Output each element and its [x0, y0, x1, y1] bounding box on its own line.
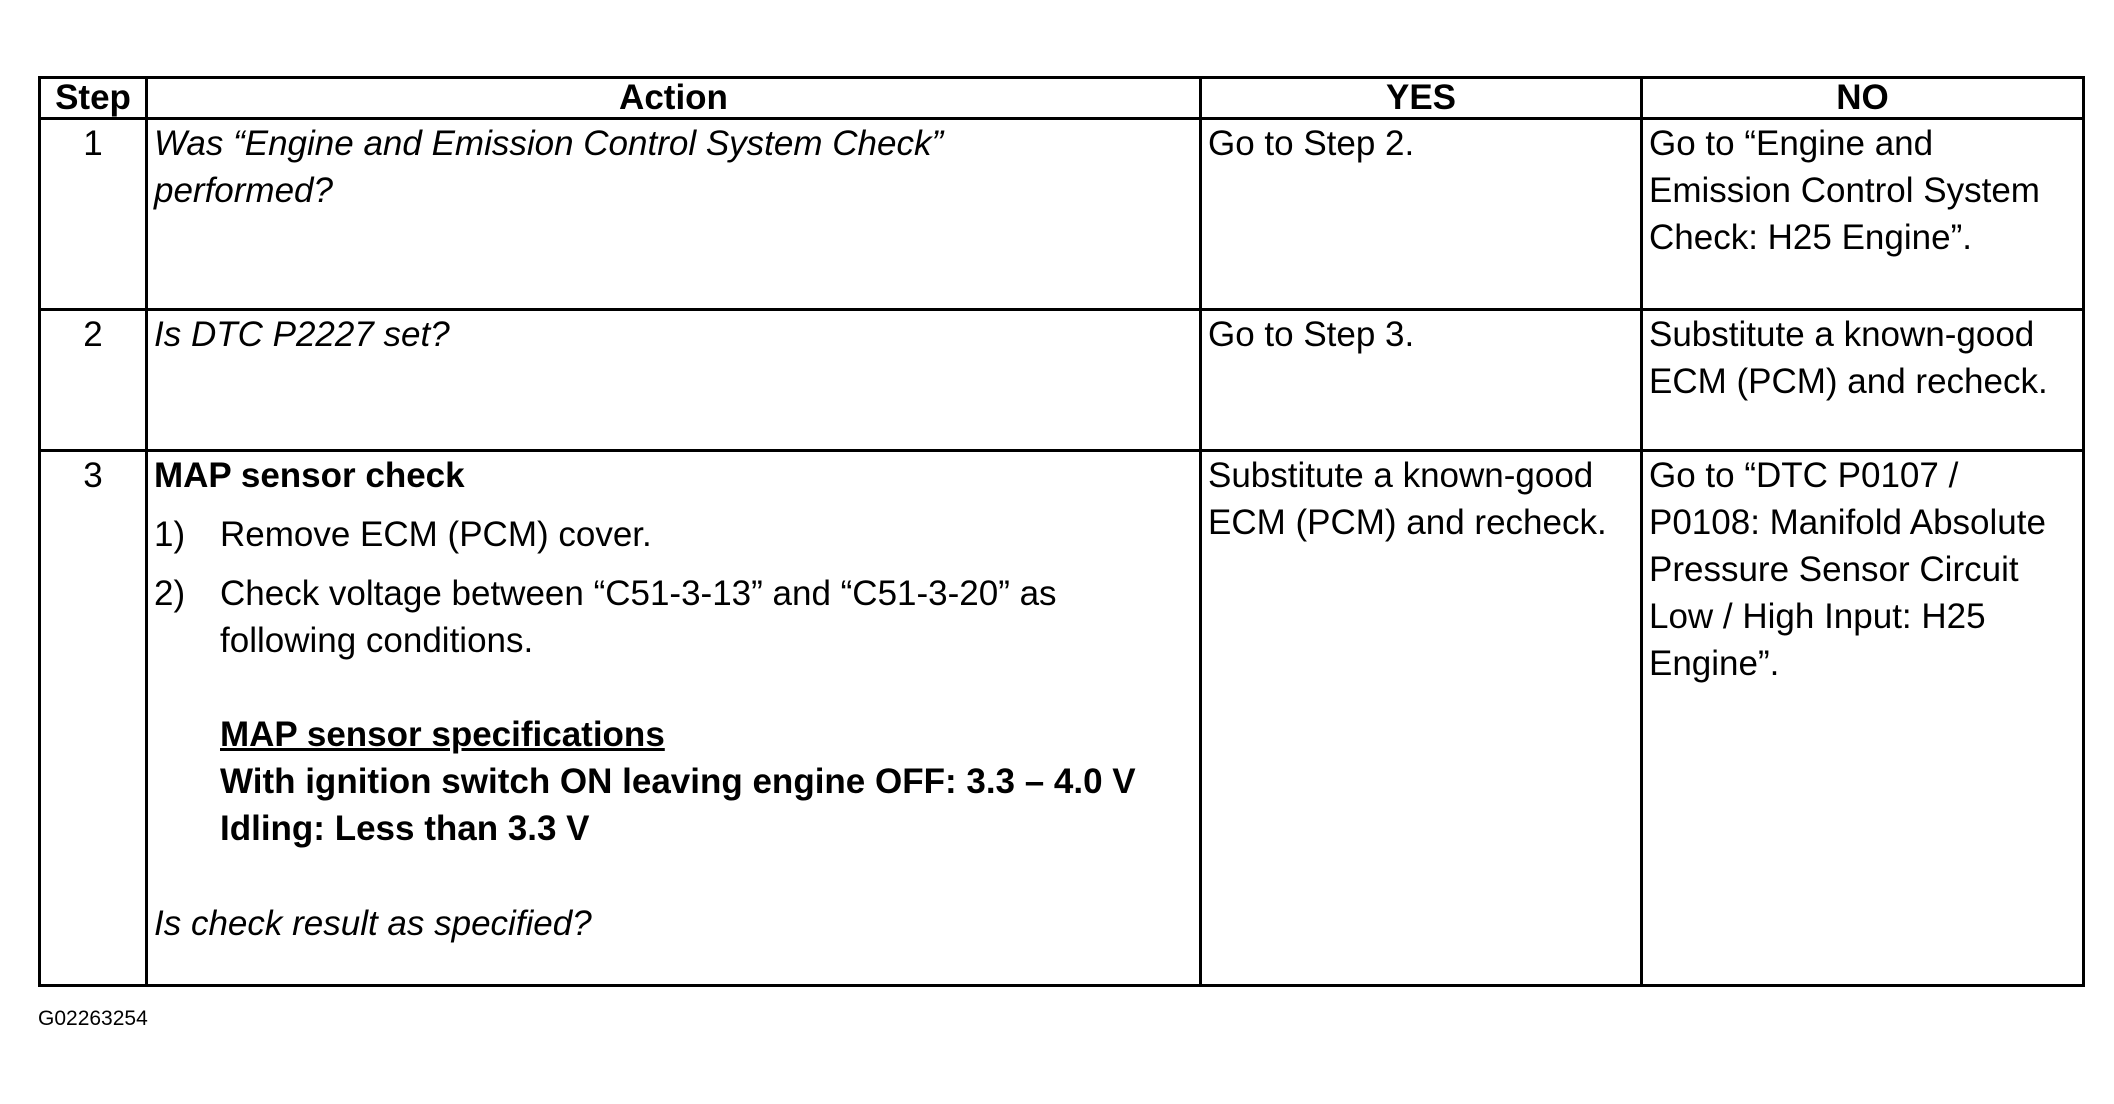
- sub-step: [154, 570, 1193, 664]
- sub-step: [154, 511, 1193, 558]
- action-cell: [147, 119, 1201, 310]
- action-text-continued: performed?: [154, 171, 333, 210]
- action-title: MAP sensor check: [154, 456, 465, 495]
- yes-cell: Substitute a known-good ECM (PCM) and recheck.: [1201, 451, 1642, 986]
- step-number: 1: [40, 119, 147, 310]
- table-row: [40, 119, 2084, 310]
- table-header-row: [40, 78, 2084, 119]
- sub-step-text: Check voltage between “C51-3-13” and “C51-3-20” as following conditions.: [220, 574, 1057, 660]
- yes-cell: Go to Step 3.: [1201, 310, 1642, 451]
- no-cell: Substitute a known-good ECM (PCM) and recheck.: [1642, 310, 2084, 451]
- spec-block: [220, 711, 1193, 852]
- step-number: 2: [40, 310, 147, 451]
- spec-line: Idling: Less than 3.3 V: [220, 809, 590, 848]
- header-step: Step: [40, 78, 147, 119]
- action-cell: [147, 451, 1201, 986]
- no-cell: Go to “Engine and Emission Control System Check: H25 Engine”.: [1642, 119, 2084, 310]
- step-number: 3: [40, 451, 147, 986]
- action-cell: [147, 310, 1201, 451]
- action-text: Is DTC P2227 set?: [154, 315, 450, 354]
- action-text: Was “Engine and Emission Control System Check”: [154, 124, 944, 163]
- sub-step-number: 2): [154, 574, 186, 613]
- yes-cell: Go to Step 2.: [1201, 119, 1642, 310]
- header-yes: YES: [1201, 78, 1642, 119]
- figure-id: G02263254: [38, 1007, 148, 1030]
- spec-line: With ignition switch ON leaving engine OFF: 3.3 – 4.0 V: [220, 762, 1136, 801]
- header-action: Action: [147, 78, 1201, 119]
- header-no: NO: [1642, 78, 2084, 119]
- table-row: [40, 310, 2084, 451]
- check-question: Is check result as specified?: [154, 904, 592, 943]
- diagnostic-table: [38, 76, 2085, 987]
- sub-step-number: 1): [154, 515, 186, 554]
- table-row: [40, 451, 2084, 986]
- sub-step-text: Remove ECM (PCM) cover.: [220, 515, 652, 554]
- no-cell: Go to “DTC P0107 / P0108: Manifold Absolute Pressure Sensor Circuit Low / High Input: H25 Engine”.: [1642, 451, 2084, 986]
- spec-heading: MAP sensor specifications: [220, 715, 665, 754]
